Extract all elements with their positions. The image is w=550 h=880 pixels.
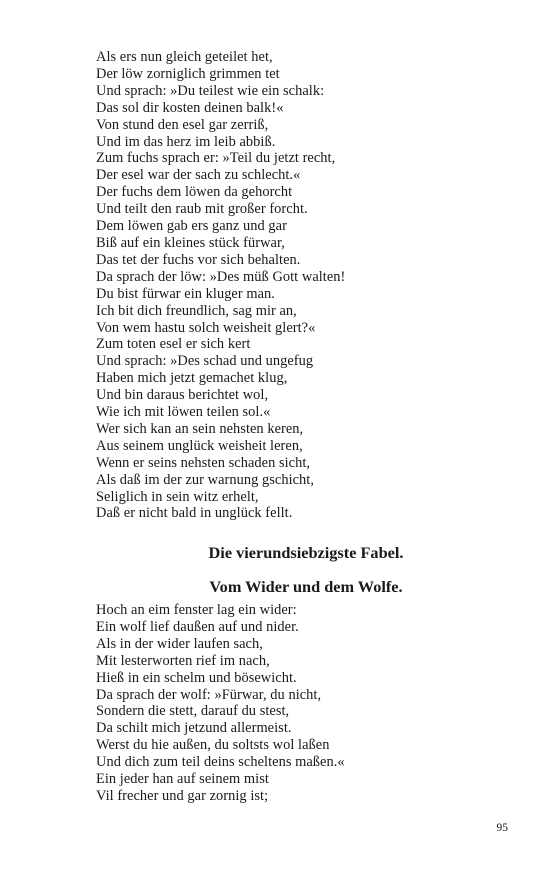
verse-line: Seliglich in sein witz erhelt,	[96, 488, 259, 505]
verse-line: Hoch an eim fenster lag ein wider:	[96, 602, 297, 618]
verse-line: Der esel war der sach zu schlecht.«	[96, 167, 301, 184]
verse-line: Von wem hastu solch weisheit glert?«	[96, 319, 316, 336]
verse-line: Vil frecher und gar zornig ist;	[96, 787, 269, 804]
verse-line: Und bin daraus berichtet wol,	[96, 387, 269, 404]
verse-line: Als daß im der zur warnung gschicht,	[96, 471, 315, 488]
verse-line: Da sprach der wolf: »Fürwar, du nicht,	[96, 686, 322, 703]
verse-line: Das sol dir kosten deinen balk!«	[96, 99, 284, 116]
verse-line: Wenn er seins nehsten schaden sicht,	[96, 454, 311, 471]
page-number: 95	[496, 822, 508, 834]
verse-stanza-ram-and-wolf	[96, 602, 516, 805]
verse-line: Zum toten esel er sich kert	[96, 336, 251, 353]
verse-line: Werst du hie außen, du soltsts wol laßen	[96, 737, 330, 754]
verse-line: Ein wolf lief daußen auf und nider.	[96, 618, 299, 635]
verse-line: Daß er nicht bald in unglück fellt.	[96, 505, 293, 522]
verse-line: Als in der wider laufen sach,	[96, 635, 263, 652]
verse-line: Biß auf ein kleines stück fürwar,	[96, 234, 285, 251]
verse-line: Ich bit dich freundlich, sag mir an,	[96, 302, 297, 319]
verse-line: Der löw zorniglich grimmen tet	[96, 65, 280, 82]
verse-line: Mit lesterworten rief im nach,	[96, 652, 270, 669]
verse-line: Und sprach: »Des schad und ungefug	[96, 353, 314, 370]
verse-line: Da sprach der löw: »Des müß Gott walten!	[96, 268, 346, 285]
verse-line: Aus seinem unglück weisheit leren,	[96, 437, 303, 454]
verse-line: Zum fuchs sprach er: »Teil du jetzt recht,	[96, 150, 336, 167]
verse-line: Als ers nun gleich geteilet het,	[96, 49, 273, 65]
verse-line: Und sprach: »Du teilest wie ein schalk:	[96, 82, 325, 99]
verse-line: Das tet der fuchs vor sich behalten.	[96, 251, 301, 268]
verse-line: Du bist fürwar ein kluger man.	[96, 285, 275, 302]
verse-line: Hieß in ein schelm und bösewicht.	[96, 669, 297, 686]
verse-line: Dem löwen gab ers ganz und gar	[96, 218, 287, 235]
verse-line: Und dich zum teil deins scheltens maßen.«	[96, 754, 345, 771]
verse-line: Wer sich kan an sein nehsten keren,	[96, 420, 304, 437]
verse-line: Sondern die stett, darauf du stest,	[96, 703, 290, 720]
verse-line: Von stund den esel gar zerriß,	[96, 116, 269, 133]
verse-line: Und im das herz im leib abbiß.	[96, 133, 276, 150]
verse-line: Da schilt mich jetzund allermeist.	[96, 720, 292, 737]
verse-stanza-lion-fable-ending	[96, 49, 516, 522]
fable-number-heading: Die vierundsiebzigste Fabel.	[208, 543, 404, 562]
fable-title-heading: Vom Wider und dem Wolfe.	[209, 577, 403, 596]
verse-line: Haben mich jetzt gemachet klug,	[96, 370, 288, 387]
verse-line: Wie ich mit löwen teilen sol.«	[96, 404, 271, 421]
verse-line: Ein jeder han auf seinem mist	[96, 771, 269, 788]
verse-line: Und teilt den raub mit großer forcht.	[96, 201, 308, 218]
verse-line: Der fuchs dem löwen da gehorcht	[96, 184, 293, 201]
